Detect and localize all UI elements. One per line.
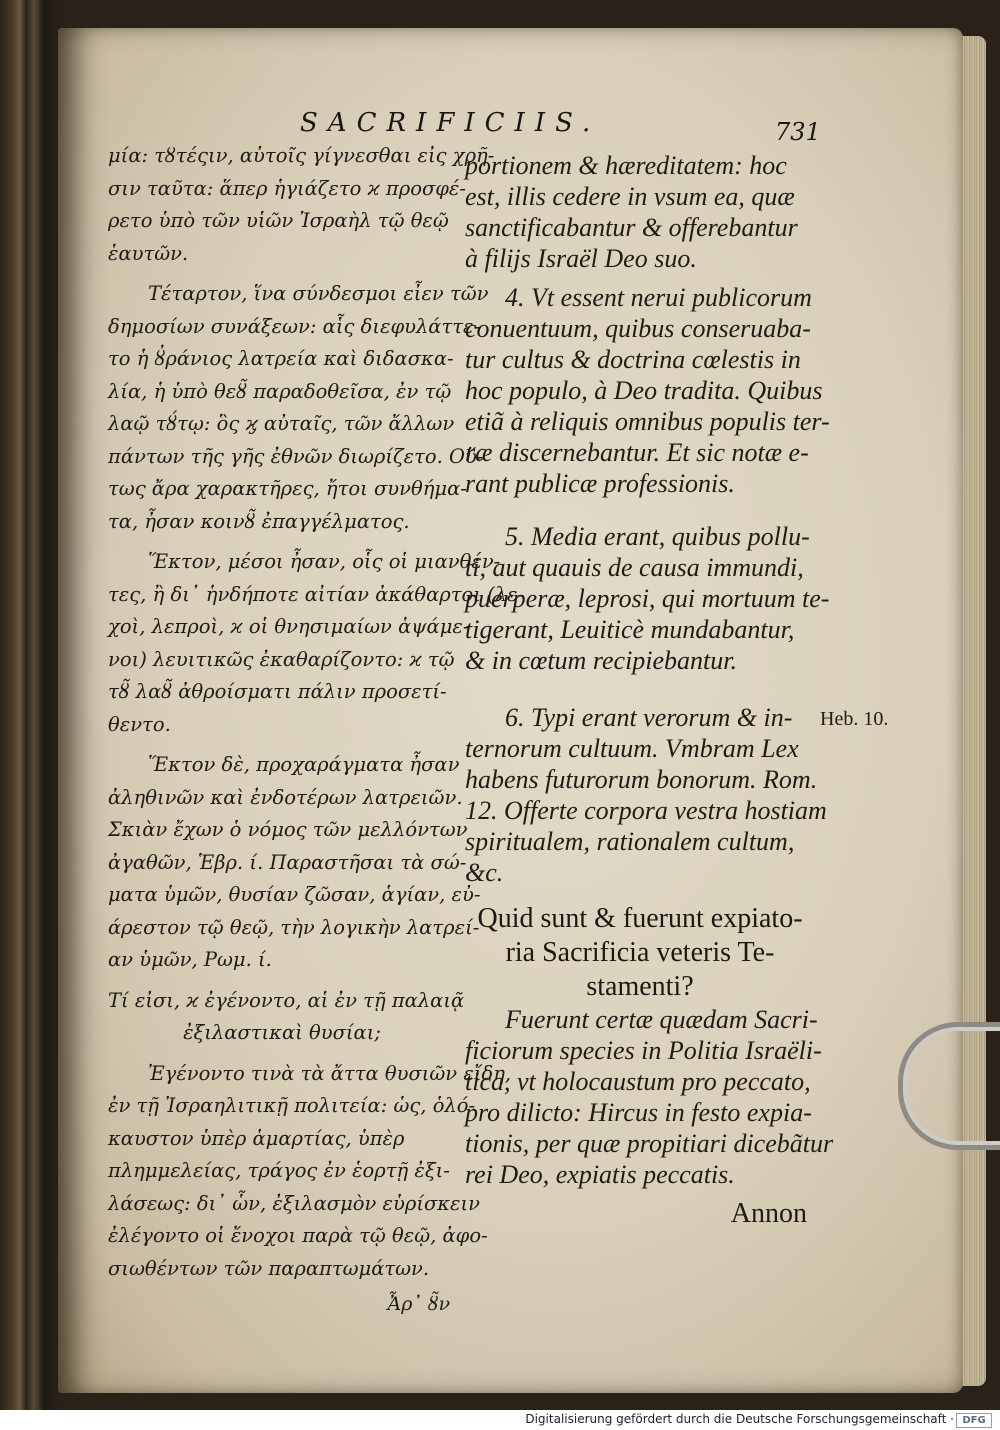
latin-paragraphs xyxy=(465,150,830,888)
text-line: πλημμελείας, τράγος ἐν ἑορτῇ ἐξι- xyxy=(108,1159,450,1182)
text-line: à filijs Israël Deo suo. xyxy=(465,244,697,273)
text-line: tionis, per quæ propitiari dicebãtur xyxy=(465,1129,834,1158)
text-line: rant publicæ professionis. xyxy=(465,469,735,498)
latin-paragraph xyxy=(465,702,827,888)
latin-final-paragraph xyxy=(465,1004,834,1190)
text-line: conuentuum, quibus conseruaba- xyxy=(465,314,811,343)
text-line: sanctificabantur & offerebantur xyxy=(465,213,798,242)
text-line: 6. Typi erant verorum & in- xyxy=(505,703,793,732)
catchword-left: Ἆρ᾽ ȣ̃ν xyxy=(387,1293,450,1315)
text-line: & in cœtum recipiebantur. xyxy=(465,646,738,675)
text-line: Ἕκτον, μέσοι ἦσαν, οἷς οἱ μιανθέν- xyxy=(148,550,501,573)
greek-paragraph xyxy=(108,749,481,977)
text-line: Σκιὰν ἔχων ὁ νόμος τῶν μελλόντων xyxy=(108,818,468,841)
paper-clip-icon xyxy=(898,1022,1000,1150)
text-line: λία, ἡ ὑπὸ θεȣ̃ παραδοθεῖσα, ἐν τῷ xyxy=(108,379,452,403)
text-line: spiritualem, rationalem cultum, xyxy=(465,827,795,856)
text-line: λάσεως: δι᾽ ὧν, ἐξιλασμὸν εὑρίσκειν xyxy=(108,1191,481,1215)
text-line: ἐλέγοντο οἱ ἔνοχοι παρὰ τῷ θεῷ, ἀφο- xyxy=(108,1224,488,1247)
greek-paragraph xyxy=(108,985,465,1050)
text-line: τες, ἢ δι᾽ ἡνδήποτε αἰτίαν ἀκάθαρτοι (λε- xyxy=(108,582,525,606)
text-line: ἐξιλαστικαὶ θυσίαι; xyxy=(183,1021,381,1044)
text-line: hoc populo, à Deo tradita. Quibus xyxy=(465,376,823,405)
text-line: ternorum cultuum. Vmbram Lex xyxy=(465,734,799,763)
text-line: &c. xyxy=(465,858,504,887)
dfg-logo: DFG xyxy=(956,1413,992,1428)
text-line: αν ὑμῶν, Ρωμ. ί. xyxy=(108,948,272,971)
page-number: 731 xyxy=(775,118,821,146)
greek-paragraph xyxy=(108,546,525,741)
text-line: τȣ̃ λαȣ̃ ἀθροίσματι πάλιν προσετί- xyxy=(108,680,447,703)
text-line: tica, vt holocaustum pro peccato, xyxy=(465,1067,811,1096)
text-line: δημοσίων συνάξεων: αἷς διεφυλάττε- xyxy=(108,314,481,338)
greek-column xyxy=(108,140,525,1315)
text-line: ρετο ὑπὸ τῶν υἱῶν Ἰσραὴλ τῷ θεῷ xyxy=(108,209,449,232)
text-line: ἀγαθῶν, Ἑβρ. ί. Παραστῆσαι τὰ σώ- xyxy=(108,850,467,874)
margin-reference: Heb. 10. xyxy=(820,708,889,730)
text-line: 5. Media erant, quibus pollu- xyxy=(505,522,810,551)
text-line: μία: τȣτέςιν, αὐτοῖς γίγνεσθαι εἰς χρῆ- xyxy=(108,144,495,167)
greek-paragraph xyxy=(108,278,489,538)
text-line: σιν ταῦτα: ἅπερ ἡγιάζετο ϰ προσφέ- xyxy=(108,176,466,200)
text-line: 4. Vt essent nerui publicorum xyxy=(505,283,812,312)
text-line: rei Deo, expiatis peccatis. xyxy=(465,1160,735,1189)
footer-credit: Digitalisierung gefördert durch die Deutsche Forschungsgemeinschaft · xyxy=(525,1412,954,1426)
text-line: tigerant, Leuiticè mundabantur, xyxy=(465,615,795,644)
text-line: Τέταρτον, ἵνα σύνδεσμοι εἶεν τῶν xyxy=(148,282,489,305)
text-line: portionem & hæreditatem: hoc xyxy=(465,151,787,180)
latin-column xyxy=(465,150,834,1230)
text-line: pro dilicto: Hircus in festo expia- xyxy=(465,1098,812,1127)
text-line: άρεστον τῷ θεῷ, τὴν λογικὴν λατρεί- xyxy=(108,915,480,939)
text-line: Fuerunt certæ quædam Sacri- xyxy=(505,1005,818,1034)
text-line: νοι) λευιτικῶς ἐκαθαρίζοντο: ϰ τῷ xyxy=(108,647,455,671)
text-line: ἀληθινῶν καὶ ἐνδοτέρων λατρειῶν. xyxy=(108,785,463,809)
catchword-right: Annon xyxy=(730,1198,807,1229)
heading-line: ria Sacrificia veteris Te- xyxy=(505,937,775,968)
heading-line: Quid sunt & fuerunt expiato- xyxy=(477,903,803,934)
text-line: θεντο. xyxy=(108,712,171,736)
text-line: σιωθέντων τῶν παραπτωμάτων. xyxy=(108,1256,430,1280)
text-line: ti, aut quauis de causa immundi, xyxy=(465,553,804,582)
text-line: το ἡ ȣ̓ράνιος λατρεία καὶ διδασκα- xyxy=(108,347,454,370)
text-line: ἐν τῇ Ἰσραηλιτικῇ πολιτεία: ὡς, ὁλό- xyxy=(108,1094,476,1117)
latin-paragraph xyxy=(465,150,815,274)
latin-paragraph xyxy=(465,521,830,676)
text-line: etiã à reliquis omnibus populis ter- xyxy=(465,407,830,436)
text-line: λαῷ τȣ́τῳ: ὃς ϗ αὐταῖς, τῶν ἄλλων xyxy=(108,412,455,435)
text-line: puerperæ, leprosi, qui mortuum te- xyxy=(465,584,830,613)
text-line: ficiorum species in Politia Israëli- xyxy=(465,1036,822,1065)
text-line: ræ discernebantur. Et sic notæ e- xyxy=(465,438,809,467)
running-head: SACRIFICIIS. xyxy=(300,108,601,138)
book-page-edges xyxy=(960,36,986,1386)
text-line: 12. Offerte corpora vestra hostiam xyxy=(465,796,827,825)
text-line: χοὶ, λεπροὶ, ϰ οἱ θνησιμαίων ἁψάμε- xyxy=(108,615,470,638)
text-line: ματα ὑμῶν, θυσίαν ζῶσαν, ἁγίαν, εὐ- xyxy=(108,883,481,906)
text-line: πάντων τῆς γῆς ἐθνῶν διωρίζετο. Οὕ- xyxy=(108,444,484,468)
text-line: καυστον ὑπὲρ ἁμαρτίας, ὑπὲρ xyxy=(108,1126,405,1150)
greek-paragraph xyxy=(108,1058,512,1286)
text-line: habens futurorum bonorum. Rom. xyxy=(465,765,818,794)
text-line: ἑαυτῶν. xyxy=(108,241,189,265)
text-line: τα, ἦσαν κοινȣ̃ ἐπαγγέλματος. xyxy=(108,509,410,533)
text-line: Ἕκτον δὲ, προχαράγματα ἦσαν xyxy=(148,753,460,776)
greek-paragraph xyxy=(108,140,495,270)
text-line: Ἐγένοντο τινὰ τὰ ἄττα θυσιῶν εἴδη, xyxy=(148,1061,512,1085)
section-heading xyxy=(465,902,815,1004)
text-line: est, illis cedere in vsum ea, quæ xyxy=(465,182,795,211)
text-line: tur cultus & doctrina cœlestis in xyxy=(465,345,801,374)
latin-paragraph xyxy=(465,282,830,499)
text-line: Τί εἰσι, ϰ ἐγένοντο, αἱ ἐν τῇ παλαιᾷ xyxy=(108,988,465,1012)
heading-line: stamenti? xyxy=(586,971,694,1002)
text-line: τως ἄρα χαρακτῆρες, ἤτοι συνθήμα- xyxy=(108,477,467,500)
